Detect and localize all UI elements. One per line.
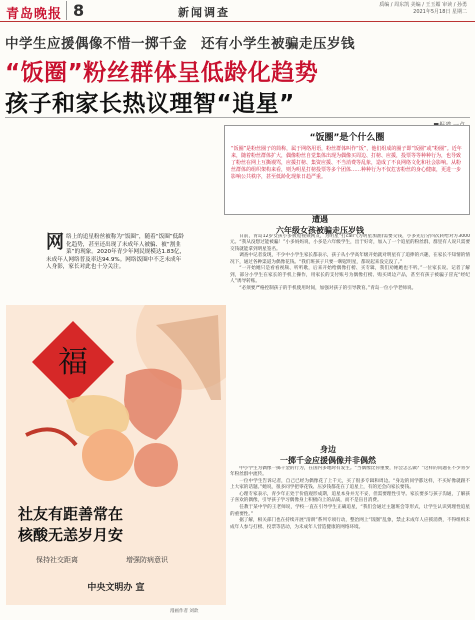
subheading-text: 一掷千金应援偶像并非偶然 (280, 456, 376, 465)
body-column-lower (230, 466, 470, 614)
illustration-art (6, 305, 226, 605)
editor-line: 质编 / 周东凯 美编 / 王玉媚 审读 / 孙勇 (379, 2, 467, 8)
issuer: 中央文明办 宣 (87, 583, 145, 593)
banner-left: 保持社交距离 (36, 556, 78, 564)
explainer-text: “饭圈”是粉丝圈子的简称，属于网络用语，粉丝群体叫作“饭”，他们组成的圈子即“饭圈”或“粉圈”。近年来，随着粉丝群体扩大，偶像粉丝自觉集体出现为偶像买周边、打榜、应援，投票等等种种行为，也导致了粉丝在网上互撕谩骂，应援打榜、集资应援、不当消费等乱象，造成了不良网络文化和社会影响。从粉丝群体的组织架构来看，则为明星打榜投票等多个团体……种种行为不仅危害粉丝的身心健康，更进一步影响公共秩序，甚至低龄化现象日趋严重。 (231, 146, 462, 180)
divider (5, 117, 470, 118)
subheading-text: 六年级女孩被骗走压岁钱 (276, 226, 364, 235)
body-paragraph: 任教于某中学的王老师说，学校一直在引导学生正确追星，“我们会通过主题班会等形式，让学生认识到理性追星的重要性。” (230, 505, 470, 517)
date-line: 2021年5月18日 星期二 (413, 9, 467, 15)
body-paragraph: “必须要严格控制孩子的手机使用时间，加强对孩子的引导教育。”青岛一位小学老师说。 (239, 285, 417, 291)
section-title: 新闻调查 (178, 6, 230, 19)
explainer-title: “饭圈”是个什么圈 (309, 133, 385, 143)
body-column-upper (230, 234, 470, 439)
masthead (0, 0, 475, 22)
drop-cap: 网 (46, 232, 64, 253)
lead-paragraph (46, 234, 186, 300)
fu-character: 福 (58, 345, 88, 380)
banner-right: 增强防病意识 (126, 556, 168, 564)
body-paragraph: 据了解，相关部门也在持续开展“清朗”系列专项行动，整治网上“饭圈”乱象，禁止未成年人应援消费，不得组织未成年人参与打榜、投票等活动，为未成年人营造健康的网络环境。 (230, 518, 470, 530)
body-paragraph: 心理专家表示，青少年正处于价值观形成期，追星本身并无不妥，但需要理性引导。家长要多与孩子沟通，了解孩子喜欢的偶像，引导孩子学习偶像身上积极向上的品质，而不是盲目消费。 (230, 492, 470, 504)
body-paragraph: “一开始她只是看看视频、听听歌，后来开始给偶像打榜、买专辑，我们劝她她也不听。”一位家长说。记者了解到，部分小学生在家长的手机上操作，用家长的支付账号为偶像打榜、购买周边产品，甚至有孩子被骗子冒充“经纪人”诱导转账。 (230, 266, 470, 285)
newspaper-logo: 青岛晚报 (6, 7, 63, 22)
body-paragraph: 日前，青岛12岁女孩小多被短视频网友，为明星“打call”(为明星加油)需要交钱，小多先后分四次转给对方3000元。“我从没想过能被骗！”小多妈妈说，小多是六年级学生，出于好奇，加入了一个追星的粉丝群，群里有人说只需要交钱就能拿到明星签名。 (230, 234, 470, 252)
subheading-tag: 身边 (320, 445, 336, 454)
character-figure (82, 429, 134, 481)
body-paragraph: 中小学生为偶像一掷千金的行为，在国内多地时有发生。“当偶像比你重要，你会怎么做？”这样的问题在不少青少年粉丝群中流传。 (230, 466, 470, 478)
page-number: 8 (66, 1, 84, 20)
slogan-line-2: 核酸无恙岁月安 (18, 526, 124, 544)
headline-main: “饭圈”粉丝群体呈低龄化趋势 (5, 60, 319, 86)
body-paragraph: 调查中记者发现，不少中小学生家长都表示，孩子从小学高年级开始就对明星有了追捧的兴趣，在家长不知情的情况下，通过各种渠道为偶像花钱。“我们班孩子只要一聊起明星，都说起来没完没了。” (230, 253, 470, 265)
subheading-tag: 遭遇 (312, 215, 328, 224)
explainer-box (224, 125, 470, 215)
character-figure (134, 443, 178, 487)
illustration (6, 305, 226, 605)
subheading-encounter (230, 214, 410, 236)
lead-text: 络上的追星粉丝被称为“饭圈”，随着“饭圈”低龄化趋势，甚至还出现了未成年人被骗、被“割韭菜”的现象。2020年青少年网民规模达1.83亿，未成年人网络普及率达94.9%。网络饭圈中不乏未成年人身影，家长对此也十分关注。 (46, 234, 186, 271)
body-paragraph: 一位中学生告诉记者，自己已经为偶像花了上千元，买了很多专辑和周边。“身边的同学都这样，不买好像就跟不上大家的话题。”她说，很多同学把零花钱、压岁钱都花在了追星上，有的还会向家长要钱。 (230, 479, 470, 491)
headline-secondary: 孩子和家长热议理智“追星” (5, 91, 295, 117)
subheading-nearby (246, 444, 410, 466)
editor-credits (379, 2, 467, 16)
illustration-credit: 漫画作者 刘歆 (170, 609, 199, 614)
kicker: 中学生应援偶像不惜一掷千金 还有小学生被骗走压岁钱 (5, 36, 355, 52)
slogan-line-1: 社友有距善常在 (18, 505, 124, 523)
